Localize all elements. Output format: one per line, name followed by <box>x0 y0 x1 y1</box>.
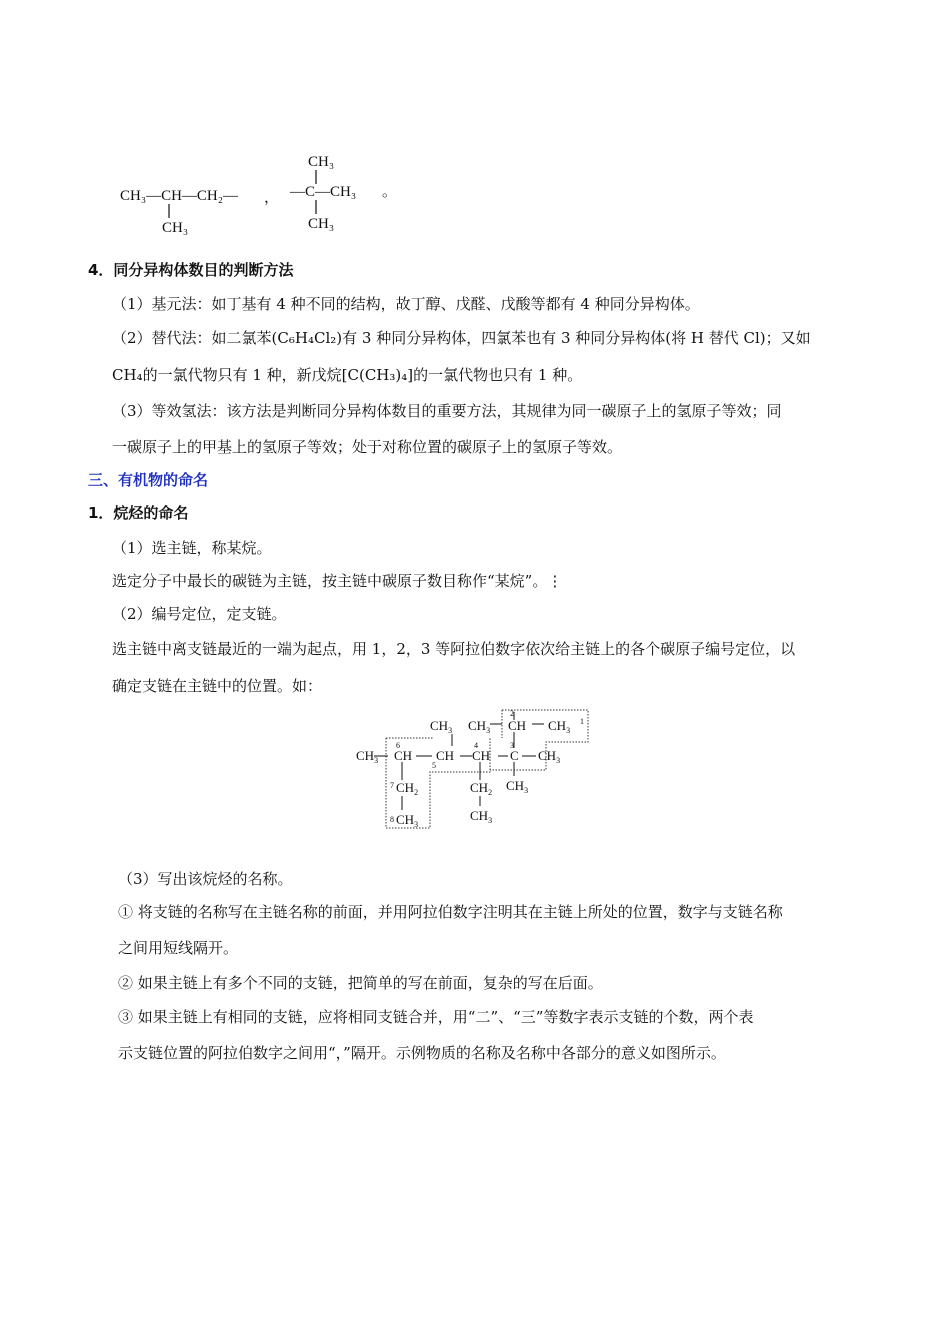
diagram-num-7: 7 <box>390 781 394 790</box>
diagram-ch3-top1: $CH_3$ <box>430 718 453 735</box>
diagram-num-4: 4 <box>474 741 478 750</box>
section3-s2da: 选主链中离支链最近的一端为起点，用 1，2，3 等阿拉伯数字依次给主链上的各个碳原子编号定位，以 <box>112 640 796 658</box>
section3-s2db: 确定支链在主链中的位置。如： <box>112 677 323 695</box>
formula1-sep: ， <box>264 190 280 206</box>
section3-s1d: 选定分子中最长的碳链为主链，按主链中碳原子数目称作“某烷”。⋮ <box>112 572 563 590</box>
diagram-num-5: 5 <box>432 761 436 770</box>
section4-p2a: （2）替代法：如二氯苯(C₆H₄Cl₂)有 3 种同分异构体，四氯苯也有 3 种同分异构体(将 H 替代 Cl)；又如 <box>112 329 811 347</box>
section3-heading: 三、有机物的命名 <box>88 471 209 489</box>
diagram-num-2: 2 <box>510 709 514 718</box>
section3-s2: （2）编号定位，定支链。 <box>112 605 287 623</box>
formula2-bottom: CH₃ <box>308 216 335 232</box>
diagram-ch3-top3: $CH_3$ <box>548 718 571 735</box>
diagram-num-3: 3 <box>510 741 514 750</box>
diagram-num-8: 8 <box>390 815 394 824</box>
alkane-numbering-diagram <box>352 702 592 834</box>
diagram-ch3-left: $CH_3$ <box>356 748 379 765</box>
section3-sub1: 1．烷烃的命名 <box>88 504 189 522</box>
diagram-ch-5: CH <box>436 748 455 763</box>
rule3-b: 示支链位置的阿拉伯数字之间用“，”隔开。示例物质的名称及名称中各部分的意义如图所示。 <box>118 1044 726 1062</box>
diagram-ch2-7: $CH_2$ <box>396 780 419 797</box>
section3-s1: （1）选主链，称某烷。 <box>112 539 272 557</box>
section4-p2b: CH₄的一氯代物只有 1 种，新戊烷[C(CH₃)₄]的一氯代物也只有 1 种。 <box>112 366 583 384</box>
formula2-center: —C—CH₃ <box>290 184 357 200</box>
diagram-ch3-top2: $CH_3$ <box>468 718 491 735</box>
diagram-num-6: 6 <box>396 741 400 750</box>
diagram-ch-6: CH <box>394 748 413 763</box>
section4-heading: 4．同分异构体数目的判断方法 <box>88 261 294 279</box>
diagram-num-1: 1 <box>580 717 584 726</box>
diagram-ch3-8: $CH_3$ <box>396 812 419 829</box>
diagram-ch2-branch: $CH_2$ <box>470 780 493 797</box>
section4-p3a: （3）等效氢法：该方法是判断同分异构体数目的重要方法，其规律为同一碳原子上的氢原子等效；同 <box>112 402 782 420</box>
section4-p1: （1）基元法：如丁基有 4 种不同的结构，故丁醇、戊醛、戊酸等都有 4 种同分异构体。 <box>112 295 700 313</box>
section3-s3: （3）写出该烷烃的名称。 <box>118 870 293 888</box>
formula1-branch: CH₃ <box>162 220 189 236</box>
rule1-a: ① 将支链的名称写在主链名称的前面，并用阿拉伯数字注明其在主链上所处的位置，数字与支链名称 <box>118 903 783 921</box>
formula2-top: CH₃ <box>308 154 335 170</box>
diagram-ch-top: CH <box>508 718 527 733</box>
formula1-main: CH₃—CH—CH₂— <box>120 188 238 204</box>
diagram-c-3: C <box>510 748 519 763</box>
formula-isobutyl <box>112 140 412 240</box>
rule2: ② 如果主链上有多个不同的支链，把简单的写在前面，复杂的写在后面。 <box>118 974 603 992</box>
rule1-b: 之间用短线隔开。 <box>118 939 239 957</box>
rule3-a: ③ 如果主链上有相同的支链，应将相同支链合并，用“二”、“三”等数字表示支链的个数，两个表 <box>118 1008 754 1026</box>
section4-p3b: 一碳原子上的甲基上的氢原子等效；处于对称位置的碳原子上的氢原子等效。 <box>112 438 623 456</box>
diagram-ch-4: CH <box>472 748 491 763</box>
diagram-ch3-right: $CH_3$ <box>538 748 561 765</box>
formula2-end: 。 <box>382 184 398 200</box>
diagram-ch3-c3-bottom: $CH_3$ <box>506 778 529 795</box>
diagram-ch3-branch: $CH_3$ <box>470 808 493 825</box>
